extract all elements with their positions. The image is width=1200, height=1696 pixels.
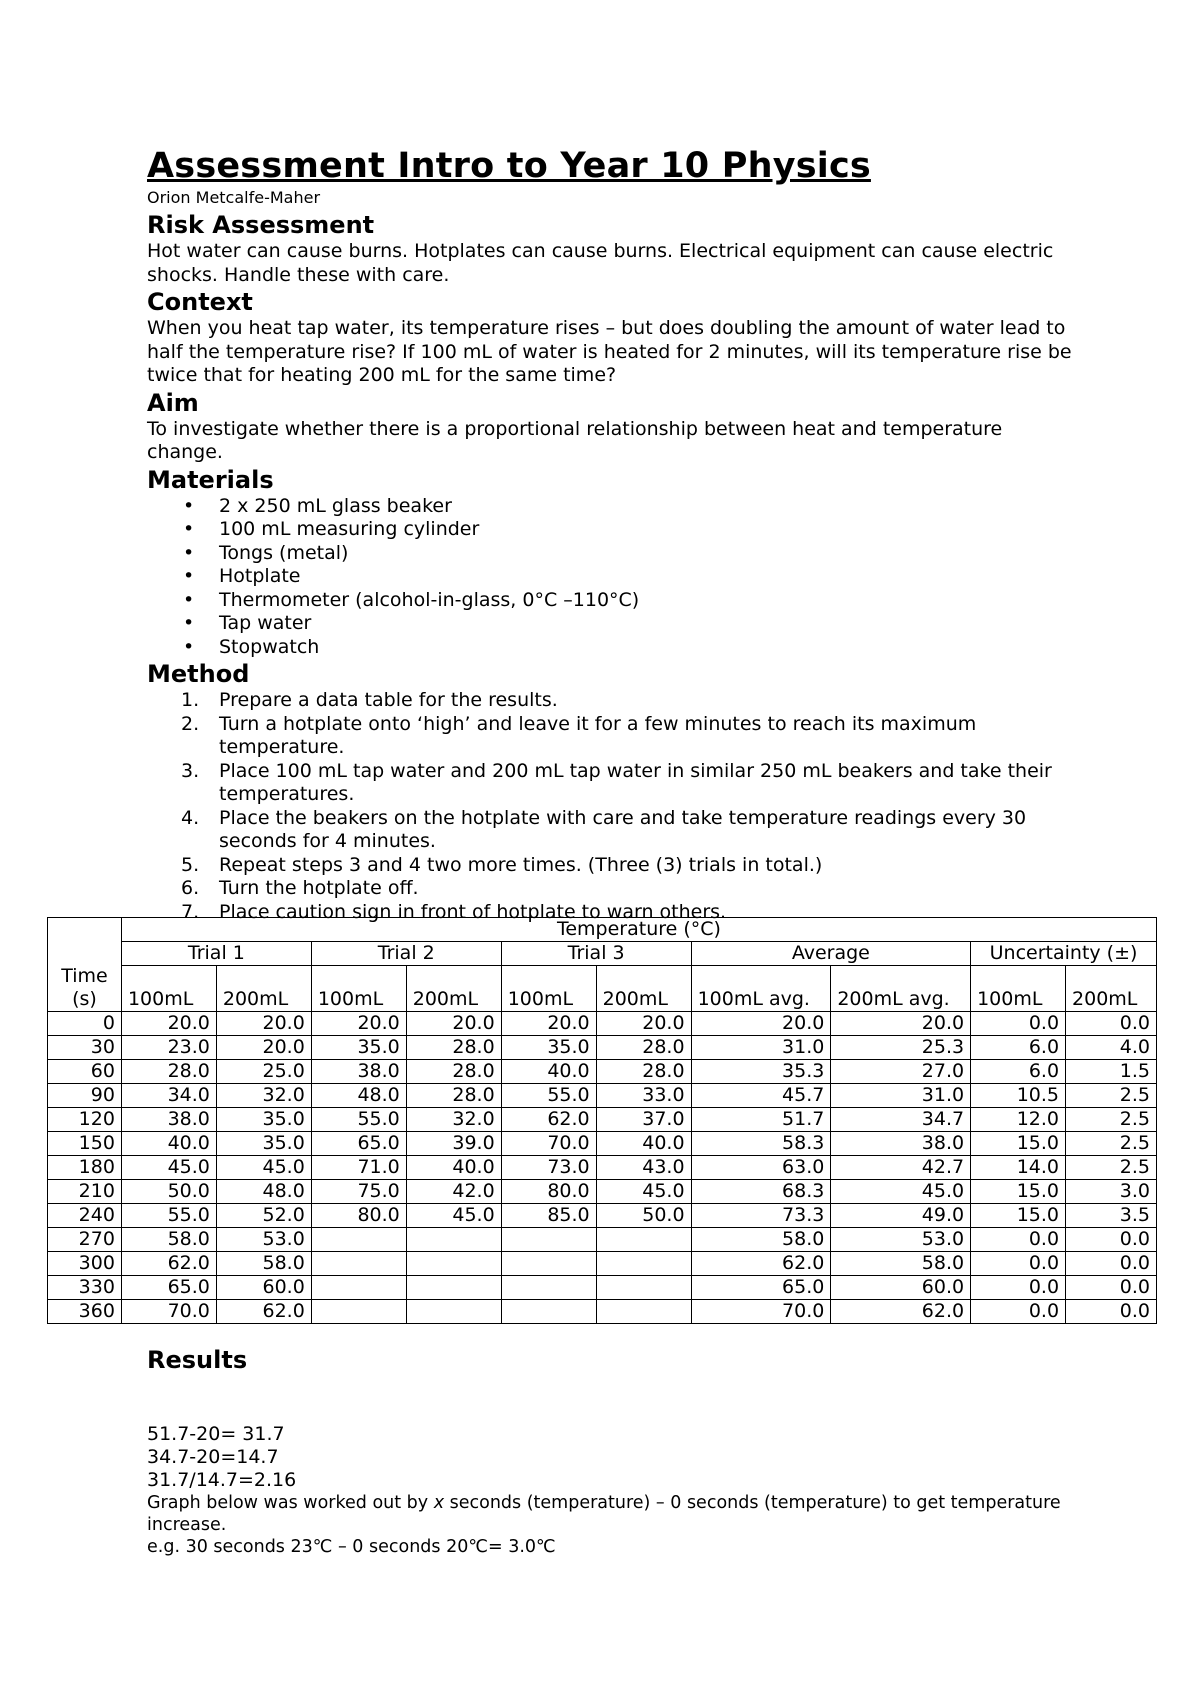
- table-cell: 1.5: [1066, 1060, 1157, 1084]
- table-cell: 80.0: [501, 1180, 596, 1204]
- table-cell: 28.0: [596, 1060, 691, 1084]
- table-cell: [501, 1300, 596, 1324]
- table-cell: 73.0: [501, 1156, 596, 1180]
- step-number: 3.: [181, 759, 200, 782]
- table-cell: 48.0: [216, 1180, 311, 1204]
- table-cell: 2.5: [1066, 1084, 1157, 1108]
- time-cell: 300: [48, 1252, 122, 1276]
- average-header: Average: [691, 942, 971, 966]
- table-cell: [311, 1300, 406, 1324]
- table-cell: 33.0: [596, 1084, 691, 1108]
- table-cell: 35.0: [501, 1036, 596, 1060]
- table-cell: 50.0: [121, 1180, 216, 1204]
- table-cell: [406, 1252, 501, 1276]
- table-cell: 31.0: [831, 1084, 971, 1108]
- table-cell: 20.0: [311, 1012, 406, 1036]
- table-cell: 62.0: [831, 1300, 971, 1324]
- trial-2-header: Trial 2: [311, 942, 501, 966]
- table-row: [48, 1060, 1157, 1084]
- table-row: [48, 1300, 1157, 1324]
- table-cell: 45.0: [121, 1156, 216, 1180]
- table-cell: 58.0: [831, 1252, 971, 1276]
- table-cell: 20.0: [406, 1012, 501, 1036]
- list-item: 3. Place 100 mL tap water and 200 mL tap water in similar 250 mL beakers and take their temperatures.: [181, 759, 1052, 805]
- table-cell: 65.0: [121, 1276, 216, 1300]
- table-cell: 2.5: [1066, 1108, 1157, 1132]
- table-row: [48, 1156, 1157, 1180]
- table-cell: 62.0: [501, 1108, 596, 1132]
- table-cell: 65.0: [691, 1276, 831, 1300]
- table-cell: 2.5: [1066, 1156, 1157, 1180]
- table-cell: 62.0: [216, 1300, 311, 1324]
- table-cell: 20.0: [216, 1012, 311, 1036]
- table-cell: [406, 1300, 501, 1324]
- table-cell: 15.0: [971, 1132, 1066, 1156]
- list-item: 6. Turn the hotplate off.: [181, 877, 419, 899]
- step-number: 5.: [181, 853, 200, 876]
- time-cell: 240: [48, 1204, 122, 1228]
- table-cell: 40.0: [121, 1132, 216, 1156]
- table-cell: 0.0: [1066, 1012, 1157, 1036]
- table-cell: 49.0: [831, 1204, 971, 1228]
- calculations: [147, 1423, 1077, 1492]
- table-cell: 6.0: [971, 1036, 1066, 1060]
- list-item: • 100 mL measuring cylinder: [183, 518, 480, 540]
- table-cell: 6.0: [971, 1060, 1066, 1084]
- table-cell: [311, 1276, 406, 1300]
- table-cell: 45.0: [406, 1204, 501, 1228]
- page-title: Assessment Intro to Year 10 Physics: [147, 146, 871, 186]
- materials-list: [147, 495, 1077, 660]
- calc-line: 31.7/14.7=2.16: [147, 1469, 297, 1491]
- method-heading: Method: [147, 660, 250, 688]
- table-cell: 62.0: [121, 1252, 216, 1276]
- table-row: [48, 1132, 1157, 1156]
- list-item: 1. Prepare a data table for the results.: [181, 689, 558, 711]
- table-cell: 38.0: [121, 1108, 216, 1132]
- table-cell: 35.0: [311, 1036, 406, 1060]
- table-cell: 70.0: [501, 1132, 596, 1156]
- time-cell: 30: [48, 1036, 122, 1060]
- table-cell: 3.5: [1066, 1204, 1157, 1228]
- column-header: 100mL: [121, 966, 216, 1012]
- table-cell: 35.0: [216, 1108, 311, 1132]
- table-cell: 3.0: [1066, 1180, 1157, 1204]
- step-number: 6.: [181, 877, 200, 899]
- table-cell: 52.0: [216, 1204, 311, 1228]
- table-cell: 28.0: [406, 1036, 501, 1060]
- table-cell: 58.0: [691, 1228, 831, 1252]
- list-item: 2. Turn a hotplate onto ‘high’ and leave it for a few minutes to reach its maximum temperature.: [181, 712, 977, 758]
- table-header-row: [48, 942, 1157, 966]
- table-cell: 55.0: [501, 1084, 596, 1108]
- column-header: 100mL: [311, 966, 406, 1012]
- bullet-icon: •: [183, 541, 195, 564]
- table-cell: 65.0: [311, 1132, 406, 1156]
- results-table: [47, 917, 1157, 1324]
- table-cell: 40.0: [501, 1060, 596, 1084]
- table-cell: 45.0: [831, 1180, 971, 1204]
- table-cell: 20.0: [596, 1012, 691, 1036]
- table-cell: 0.0: [971, 1012, 1066, 1036]
- risk-text: Hot water can cause burns. Hotplates can cause burns. Electrical equipment can cause electric shocks. Handle these with care.: [147, 240, 1054, 286]
- column-header: 200mL: [596, 966, 691, 1012]
- table-cell: [501, 1252, 596, 1276]
- table-cell: 75.0: [311, 1180, 406, 1204]
- table-cell: 58.0: [121, 1228, 216, 1252]
- table-row: [48, 1252, 1157, 1276]
- bullet-icon: •: [183, 635, 195, 658]
- column-header: 100mL: [501, 966, 596, 1012]
- bullet-icon: •: [183, 565, 195, 587]
- table-cell: 48.0: [311, 1084, 406, 1108]
- table-cell: 35.3: [691, 1060, 831, 1084]
- step-number: 1.: [181, 689, 200, 711]
- table-cell: 0.0: [1066, 1228, 1157, 1252]
- table-row: [48, 1204, 1157, 1228]
- table-cell: 4.0: [1066, 1036, 1157, 1060]
- table-cell: 37.0: [596, 1108, 691, 1132]
- table-row: [48, 1036, 1157, 1060]
- table-cell: [406, 1276, 501, 1300]
- table-cell: 85.0: [501, 1204, 596, 1228]
- example-note: e.g. 30 seconds 23℃ – 0 seconds 20℃= 3.0℃: [147, 1537, 556, 1557]
- table-cell: [596, 1252, 691, 1276]
- table-cell: 40.0: [406, 1156, 501, 1180]
- table-cell: 25.0: [216, 1060, 311, 1084]
- column-header: 100mL: [971, 966, 1066, 1012]
- bullet-icon: •: [183, 588, 195, 611]
- time-cell: 330: [48, 1276, 122, 1300]
- time-cell: 150: [48, 1132, 122, 1156]
- step-number: 4.: [181, 806, 200, 829]
- context-text: When you heat tap water, its temperature rises – but does doubling the amount of water lead to half the temperature rise? If 100 mL of water is heated for 2 minutes, will its temperature rise be twice that for heating 200 mL for the same time?: [147, 317, 1072, 386]
- column-header: 100mL avg.: [691, 966, 831, 1012]
- context-heading: Context: [147, 288, 253, 316]
- results-section: [147, 1345, 1077, 1558]
- table-cell: 14.0: [971, 1156, 1066, 1180]
- bullet-icon: •: [183, 518, 195, 540]
- table-cell: 0.0: [1066, 1252, 1157, 1276]
- table-cell: 27.0: [831, 1060, 971, 1084]
- list-item: 5. Repeat steps 3 and 4 two more times. (Three (3) trials in total.): [181, 853, 823, 876]
- list-item: • Hotplate: [183, 565, 301, 587]
- table-cell: 28.0: [406, 1060, 501, 1084]
- table-row: [48, 1012, 1157, 1036]
- table-cell: 42.0: [406, 1180, 501, 1204]
- results-heading: Results: [147, 1346, 248, 1374]
- table-cell: 32.0: [216, 1084, 311, 1108]
- table-cell: 45.0: [216, 1156, 311, 1180]
- column-header: 200mL avg.: [831, 966, 971, 1012]
- step-number: 7.: [181, 900, 200, 923]
- table-cell: 60.0: [831, 1276, 971, 1300]
- table-cell: 73.3: [691, 1204, 831, 1228]
- author-name: Orion Metcalfe-Maher: [147, 188, 321, 207]
- table-cell: 58.3: [691, 1132, 831, 1156]
- table-cell: 0.0: [971, 1276, 1066, 1300]
- table-cell: 25.3: [831, 1036, 971, 1060]
- bullet-icon: •: [183, 494, 195, 517]
- table-cell: 55.0: [311, 1108, 406, 1132]
- table-cell: 35.0: [216, 1132, 311, 1156]
- document-body: [147, 146, 1077, 924]
- trial-1-header: Trial 1: [121, 942, 311, 966]
- table-cell: 50.0: [596, 1204, 691, 1228]
- table-cell: 12.0: [971, 1108, 1066, 1132]
- table-row: [48, 1228, 1157, 1252]
- uncertainty-header: Uncertainty (±): [971, 942, 1157, 966]
- table-cell: 38.0: [311, 1060, 406, 1084]
- list-item: • Tongs (metal): [183, 541, 349, 564]
- table-cell: 28.0: [121, 1060, 216, 1084]
- step-number: 2.: [181, 712, 200, 735]
- table-cell: 15.0: [971, 1204, 1066, 1228]
- time-cell: 0: [48, 1012, 122, 1036]
- time-cell: 360: [48, 1300, 122, 1324]
- list-item: • Thermometer (alcohol-in-glass, 0°C –110°C): [183, 588, 640, 611]
- column-header: 200mL: [406, 966, 501, 1012]
- table-cell: 53.0: [831, 1228, 971, 1252]
- table-cell: 31.0: [691, 1036, 831, 1060]
- table-header-row: [48, 966, 1157, 1012]
- temperature-header: Temperature (°C): [121, 918, 1156, 942]
- table-cell: 0.0: [971, 1252, 1066, 1276]
- table-cell: [596, 1228, 691, 1252]
- table-cell: 20.0: [121, 1012, 216, 1036]
- time-cell: 270: [48, 1228, 122, 1252]
- table-cell: [596, 1276, 691, 1300]
- table-cell: 60.0: [216, 1276, 311, 1300]
- table-row: [48, 1084, 1157, 1108]
- table-cell: 39.0: [406, 1132, 501, 1156]
- table-cell: 70.0: [121, 1300, 216, 1324]
- table-cell: 28.0: [406, 1084, 501, 1108]
- table-cell: 68.3: [691, 1180, 831, 1204]
- time-cell: 180: [48, 1156, 122, 1180]
- table-cell: 0.0: [1066, 1276, 1157, 1300]
- column-header: 200mL: [216, 966, 311, 1012]
- table-header-row: [48, 918, 1157, 942]
- table-cell: 20.0: [831, 1012, 971, 1036]
- time-header: Time (s): [48, 918, 122, 1012]
- table-cell: 45.7: [691, 1084, 831, 1108]
- table-cell: [501, 1228, 596, 1252]
- table-cell: [596, 1300, 691, 1324]
- table-cell: 42.7: [831, 1156, 971, 1180]
- table-cell: 62.0: [691, 1252, 831, 1276]
- table-cell: 23.0: [121, 1036, 216, 1060]
- calc-line: 34.7-20=14.7: [147, 1446, 279, 1468]
- risk-heading: Risk Assessment: [147, 211, 375, 239]
- table-cell: 71.0: [311, 1156, 406, 1180]
- table-cell: 20.0: [216, 1036, 311, 1060]
- table-cell: [311, 1228, 406, 1252]
- table-cell: 55.0: [121, 1204, 216, 1228]
- table-row: [48, 1276, 1157, 1300]
- table-cell: 38.0: [831, 1132, 971, 1156]
- graph-note: Graph below was worked out by x seconds (temperature) – 0 seconds (temperature) to get temperature increase.: [147, 1493, 1061, 1535]
- table-cell: 32.0: [406, 1108, 501, 1132]
- table-cell: [501, 1276, 596, 1300]
- table-cell: 53.0: [216, 1228, 311, 1252]
- table-row: [48, 1108, 1157, 1132]
- list-item: • Tap water: [183, 612, 312, 634]
- table-cell: 34.7: [831, 1108, 971, 1132]
- table-row: [48, 1180, 1157, 1204]
- list-item: • Stopwatch: [183, 635, 320, 658]
- table-cell: 70.0: [691, 1300, 831, 1324]
- table-cell: 15.0: [971, 1180, 1066, 1204]
- table-cell: 0.0: [971, 1228, 1066, 1252]
- table-cell: 20.0: [501, 1012, 596, 1036]
- time-cell: 120: [48, 1108, 122, 1132]
- table-cell: [311, 1252, 406, 1276]
- time-cell: 210: [48, 1180, 122, 1204]
- table-cell: 28.0: [596, 1036, 691, 1060]
- table-cell: 40.0: [596, 1132, 691, 1156]
- column-header: 200mL: [1066, 966, 1157, 1012]
- table-cell: 58.0: [216, 1252, 311, 1276]
- calc-line: 51.7-20= 31.7: [147, 1423, 285, 1445]
- table-cell: 2.5: [1066, 1132, 1157, 1156]
- table-cell: 80.0: [311, 1204, 406, 1228]
- aim-heading: Aim: [147, 388, 199, 417]
- method-list: [147, 689, 1077, 924]
- aim-text: To investigate whether there is a proportional relationship between heat and temperature change.: [147, 417, 1003, 463]
- list-item: 7. Place caution sign in front of hotplate to warn others.: [181, 900, 727, 923]
- table-cell: 63.0: [691, 1156, 831, 1180]
- list-item: • 2 x 250 mL glass beaker: [183, 494, 452, 517]
- bullet-icon: •: [183, 612, 195, 634]
- materials-heading: Materials: [147, 465, 274, 494]
- list-item: 4. Place the beakers on the hotplate with care and take temperature readings every 30 seconds for 4 minutes.: [181, 806, 1027, 852]
- trial-3-header: Trial 3: [501, 942, 691, 966]
- table-cell: 0.0: [971, 1300, 1066, 1324]
- table-cell: 0.0: [1066, 1300, 1157, 1324]
- table-cell: 51.7: [691, 1108, 831, 1132]
- table-cell: [406, 1228, 501, 1252]
- table-cell: 34.0: [121, 1084, 216, 1108]
- table-cell: 45.0: [596, 1180, 691, 1204]
- time-cell: 90: [48, 1084, 122, 1108]
- table-cell: 43.0: [596, 1156, 691, 1180]
- table-cell: 20.0: [691, 1012, 831, 1036]
- time-cell: 60: [48, 1060, 122, 1084]
- table-cell: 10.5: [971, 1084, 1066, 1108]
